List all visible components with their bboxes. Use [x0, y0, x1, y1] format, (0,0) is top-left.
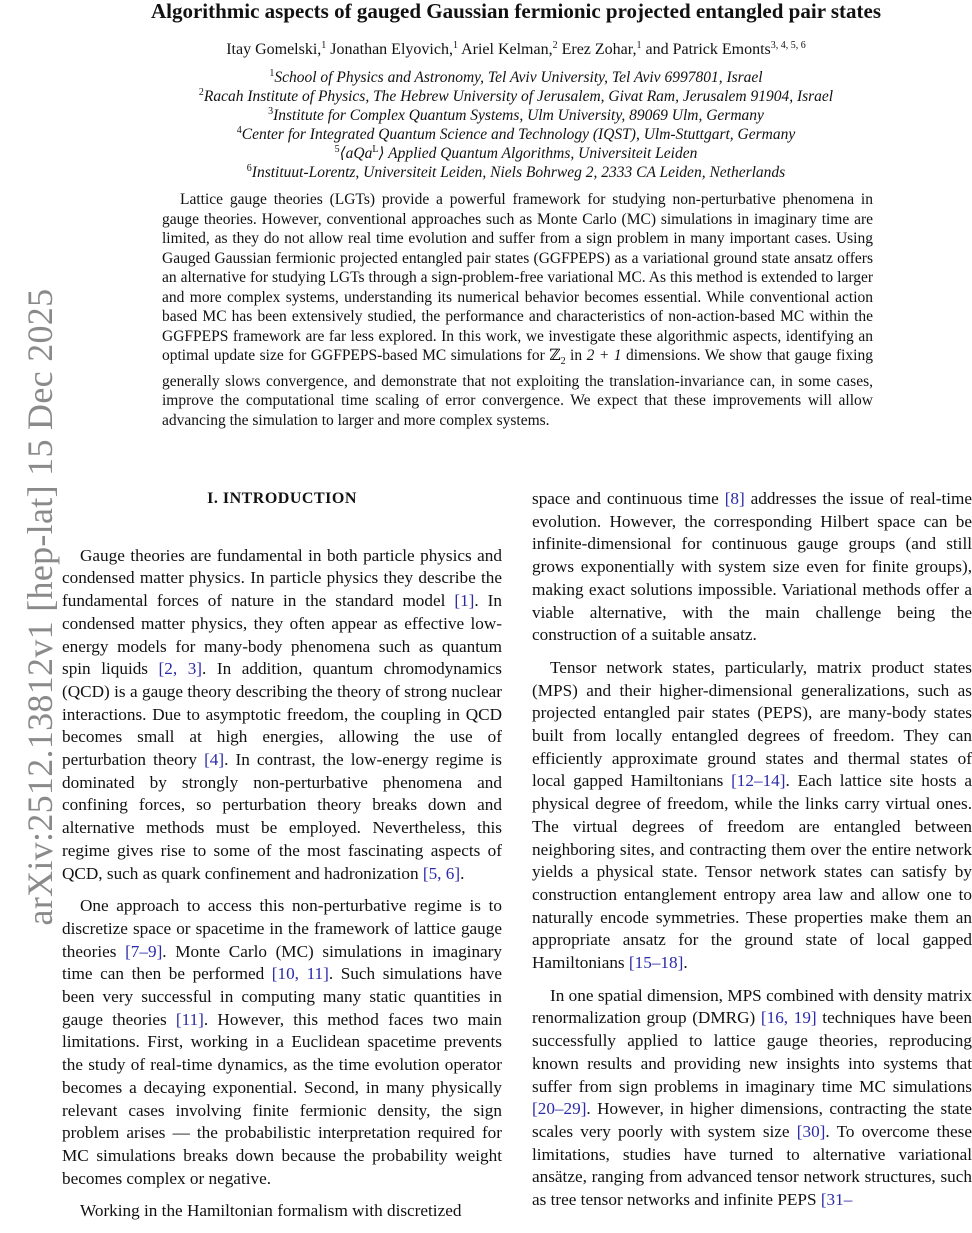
- affiliation: $^3$Institute for Complex Quantum Systems, Ulm University, 89069 Ulm, Germany: [268, 106, 764, 124]
- section-heading: I. INTRODUCTION: [207, 490, 357, 507]
- text-run: Gauge theories are fundamental in both particle physics and condensed matter physics. In particle physics they describe the fundamental forces of nature in the standard model: [62, 545, 502, 611]
- author: Itay Gomelski,: [226, 41, 322, 58]
- abstract: Lattice gauge theories (LGTs) provide a powerful framework for studying non-perturbative phenomena in gauge theories. However, conventional approaches such as Monte Carlo (MC) simulations in imaginary time are limited, as they do not allow real time evolution and suffer from a sign problem in many important cases. Using Gauged Gaussian fermionic projected entangled pair states (GGFPEPS) as a variational ground state ansatz offers an alternative for studying LGTs through a sign-problem-free variational MC. As this method is extended to larger and more complex systems, understanding its numerical behavior becomes essential. While conventional action based MC has been extensively studied, the performance and characteristics of non-action-based MC within the GGFPEPS framework are far less explored. In this work, we investigate these algorithmic aspects, identifying an optimal update size for GGFPEPS-based MC simulations for ℤ$_2$ in 2 + 1 dimensions. We show that gauge fixing generally slows convergence, and demonstrate that not exploiting the translation-invariance can, in some cases, improve the computational time scaling of error convergence. We expect that these improvements will allow advancing the simulation to larger and more complex systems.: [162, 191, 873, 429]
- text-run: . In contrast, the low-energy regime is dominated by strongly non-perturbative phenomena and confining forces, so perturbation theory breaks down and alternative methods must be employed. Nevertheless, this regime gives rise to some of the most fascinating aspects of QCD, such as quark confinement and hadronization: [62, 750, 502, 883]
- affiliation: $^5$⟨aQa$^L$⟩ Applied Quantum Algorithms, Universiteit Leiden: [334, 144, 698, 162]
- author: Erez Zohar,: [561, 41, 637, 58]
- citation-link[interactable]: [1]: [454, 591, 475, 611]
- text-run: .: [460, 863, 465, 883]
- citation-link[interactable]: [10, 11]: [271, 964, 329, 984]
- citation-link[interactable]: [2, 3]: [158, 659, 203, 679]
- citation-link[interactable]: [16, 19]: [760, 1008, 817, 1028]
- arxiv-side-stamp: arXiv:2512.13812v1 [hep-lat] 15 Dec 2025: [20, 288, 60, 926]
- text-run: Tensor network states, particularly, matrix product states (MPS) and their higher-dimensional generalizations, such as projected entangled pair states (PEPS), are many-body states built from locally entangled degrees of freedom. They can efficiently approximate ground states and thermal states of local gapped Hamiltonians: [532, 657, 972, 791]
- citation-link[interactable]: [12–14]: [731, 771, 786, 791]
- citation-link[interactable]: [15–18]: [628, 953, 684, 973]
- citation-link[interactable]: [4]: [204, 750, 225, 770]
- paragraph: [532, 488, 972, 647]
- citation-link[interactable]: [7–9]: [125, 941, 163, 961]
- paragraph: [532, 985, 972, 1212]
- paragraph: [62, 545, 502, 886]
- text-run: space and continuous time: [532, 489, 725, 508]
- text-run: . However, this method faces two main limitations. First, working in a Euclidean spacetime prevents the study of real-time dynamics, as the time evolution operator becomes a decaying exponential. Second, in many physically relevant cases involving finite fermionic density, the sign problem arises — the probabilistic interpretation required for MC simulations breaks down because the probability weight becomes complex or negative.: [62, 1009, 502, 1188]
- text-run: One approach to access this non-perturbative regime is to discretize space or spacetime in the framework of lattice gauge theories: [62, 896, 502, 961]
- text-run: In one spatial dimension, MPS combined with density matrix renormalization group (DMRG): [532, 985, 972, 1028]
- author-list: Itay Gomelski,$^1$ Jonathan Elyovich,$^1$ Ariel Kelman,$^2$ Erez Zohar,$^1$ and Patrick Emonts$^{3, 4, 5, 6}$: [226, 40, 806, 58]
- paragraph: [532, 657, 972, 975]
- citation-link[interactable]: [30]: [796, 1121, 826, 1141]
- text-run: . To overcome these limitations, studies have turned to alternative variational ansätze, ranging from advanced tensor network structures, such as tree tensor networks and infinite PEPS: [532, 1121, 972, 1210]
- right-column: [532, 488, 972, 1222]
- text-run: . In condensed matter physics, they often appear as effective low-energy models for many-body phenomena such as quantum spin liquids: [62, 591, 502, 679]
- author: Jonathan Elyovich,: [330, 41, 453, 58]
- author: and Patrick Emonts: [645, 41, 771, 58]
- text-run: . However, in higher dimensions, contracting the state scales very poorly with system size: [532, 1099, 972, 1141]
- text-run: . Monte Carlo (MC) simulations in imaginary time can then be performed: [62, 941, 502, 984]
- citation-link[interactable]: [11]: [175, 1009, 204, 1029]
- math-dimension: 2 + 1: [586, 347, 622, 364]
- affiliation: $^4$Center for Integrated Quantum Science and Technology (IQST), Ulm-Stuttgart, Germany: [236, 125, 796, 143]
- math-z2: ℤ$_2$: [549, 347, 566, 368]
- citation-link[interactable]: [31–: [820, 1190, 853, 1210]
- text-run: techniques have been successfully applied to lattice gauge theories, reproducing known results and providing new insights into systems that suffer from sign problems in imaginary time MC simulations: [532, 1008, 972, 1096]
- citation-link[interactable]: [20–29]: [532, 1099, 587, 1119]
- text-run: . Such simulations have been very successful in computing many static quantities in gauge theories: [62, 964, 502, 1029]
- affiliation: $^6$Instituut-Lorentz, Universiteit Leiden, Niels Bohrweg 2, 2333 CA Leiden, Netherlands: [246, 163, 786, 181]
- citation-link[interactable]: [8]: [724, 489, 745, 508]
- affiliation: $^1$School of Physics and Astronomy, Tel Aviv University, Tel Aviv 6997801, Israel: [269, 68, 763, 86]
- text-run: addresses the issue of real-time evolution. However, the corresponding Hilbert space can be infinite-dimensional for continuous gauge groups (and still grows exponentially with system size even for finite groups), making exact solutions impossible. Variational methods offer a viable alternative, with the main challenge being the construction of a suitable ansatz.: [532, 489, 972, 645]
- text-run: .: [683, 953, 688, 973]
- citation-link[interactable]: [5, 6]: [422, 863, 461, 883]
- affiliation-list: [60, 68, 972, 182]
- paragraph: Working in the Hamiltonian formalism with discretized: [80, 1201, 462, 1221]
- author: Ariel Kelman,: [461, 41, 553, 58]
- left-column: [62, 488, 502, 1233]
- paper-title: Algorithmic aspects of gauged Gaussian fermionic projected entangled pair states: [150, 0, 882, 23]
- paragraph: [62, 895, 502, 1190]
- affiliation: $^2$Racah Institute of Physics, The Hebrew University of Jerusalem, Givat Ram, Jerusalem 91904, Israel: [198, 87, 834, 105]
- text-run: . In addition, quantum chromodynamics (QCD) is a gauge theory describing the theory of strong nuclear interactions. Due to asymptotic freedom, the coupling in QCD becomes small at high energies, allowing the use of perturbation theory: [62, 659, 502, 770]
- text-run: . Each lattice site hosts a physical degree of freedom, while the links carry virtual ones. The virtual degrees of freedom are entangled between neighboring sites, and contracting them over the entire network yields a physical state. Tensor network states can satisfy by construction entanglement entropy area law and allow one to naturally encode symmetries. These properties make them an appropriate ansatz for the ground state of local gapped Hamiltonians: [532, 771, 972, 973]
